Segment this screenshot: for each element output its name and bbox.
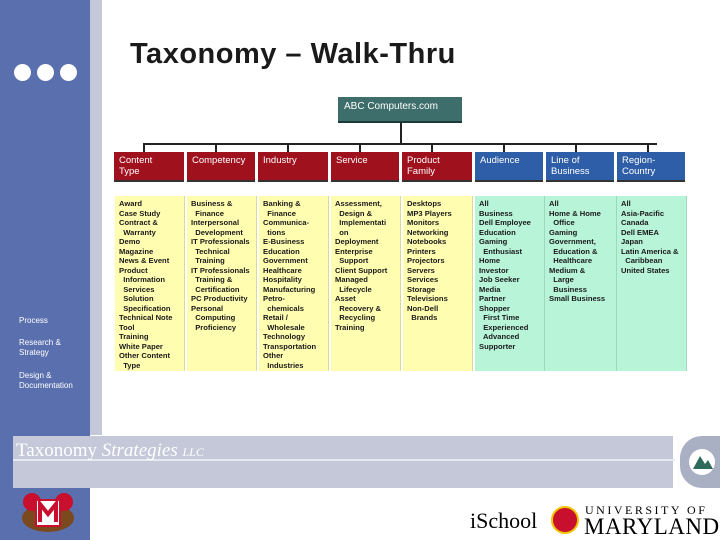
ischool-logo: iSchool — [470, 508, 538, 533]
category-values-content-type: Award Case Study Contract & Warranty Demo Magazine News & Event Product Information Services Solution Specification Technical Note Tool Training White Paper Other Content Type — [115, 196, 185, 371]
page-title: Taxonomy – Walk-Thru — [130, 38, 456, 70]
connector-line — [143, 143, 145, 152]
terrapin-logo-icon — [20, 488, 76, 534]
bullet-dot-icon — [37, 64, 54, 81]
category-values-region-country: All Asia-Pacific Canada Dell EMEA Japan Latin America & Caribbean United States — [617, 196, 687, 371]
category-header-region-country: Region- Country — [617, 152, 685, 182]
connector-line — [287, 143, 289, 152]
connector-line — [143, 143, 657, 145]
footer-brand-name: Taxonomy — [16, 440, 97, 461]
footer-brand — [16, 440, 204, 462]
category-header-audience: Audience — [475, 152, 543, 182]
mountain-icon — [680, 436, 720, 488]
umd-seal-icon — [551, 506, 579, 534]
connector-line — [647, 143, 649, 152]
sidebar-edge — [90, 0, 102, 435]
category-values-service: Assessment, Design & Implementati on Deployment Enterprise Support Client Support Managed Lifecycle Asset Recovery & Recycling Training — [331, 196, 401, 371]
connector-line — [215, 143, 217, 152]
sidebar-item-process[interactable]: Process — [19, 316, 48, 325]
footer-brand-italic: Strategies — [101, 440, 178, 461]
category-values-audience: All Business Dell Employee Education Gaming Enthusiast Home Investor Job Seeker Media Partner Shopper First Time Experienced Advanced Supporter — [475, 196, 545, 371]
category-values-competency: Business & Finance Interpersonal Development IT Professionals Technical Training IT Professionals Training & Certification PC Productivity Personal Computing Proficiency — [187, 196, 257, 371]
category-header-competency: Competency — [187, 152, 255, 182]
sidebar-item-research-strategy[interactable]: Research & Strategy — [19, 338, 61, 357]
bullet-dot-icon — [14, 64, 31, 81]
category-header-industry: Industry — [258, 152, 328, 182]
category-header-product-family: Product Family — [402, 152, 472, 182]
connector-line — [400, 123, 402, 143]
umd-logo-bottom: MARYLAND — [584, 514, 720, 539]
root-node: ABC Computers.com — [338, 97, 462, 123]
connector-line — [359, 143, 361, 152]
category-values-product-family: Desktops MP3 Players Monitors Networking Notebooks Printers Projectors Servers Services Storage Televisions Non-Dell Brands — [403, 196, 473, 371]
bullet-dot-icon — [60, 64, 77, 81]
connector-line — [503, 143, 505, 152]
category-values-line-of-business: All Home & Home Office Gaming Government, Education & Healthcare Medium & Large Business Small Business — [545, 196, 617, 371]
umd-logo-top: UNIVERSITY OF — [585, 503, 708, 517]
footer-brand-suffix: LLC — [182, 445, 204, 459]
footer-emblem — [680, 436, 720, 488]
category-header-service: Service — [331, 152, 399, 182]
sidebar-item-design-documentation[interactable]: Design & Documentation — [19, 371, 73, 390]
category-values-industry: Banking & Finance Communica- tions E-Business Education Government Healthcare Hospitality Manufacturing Petro- chemicals Retail / Wholesale Technology Transportation Other Industries — [259, 196, 329, 371]
category-header-content-type: Content Type — [114, 152, 184, 182]
connector-line — [575, 143, 577, 152]
category-header-line-of-business: Line of Business — [546, 152, 614, 182]
connector-line — [431, 143, 433, 152]
